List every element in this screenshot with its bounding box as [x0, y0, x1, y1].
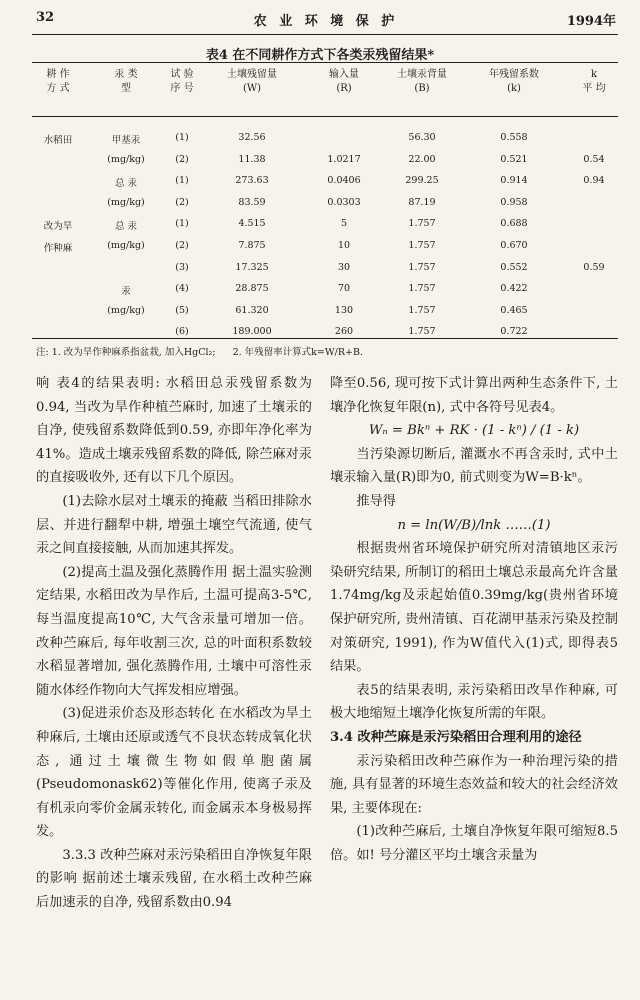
table-cell-no: (1)	[175, 218, 189, 230]
table-cell-mode: 作种麻	[43, 243, 73, 254]
table-cell-b: 22.00	[408, 153, 436, 165]
table-cell-b: 1.757	[408, 304, 436, 316]
col-head-line: 方 式	[46, 83, 70, 94]
paragraph: 当汚染源切断后, 灌溉水不再含汞时, 式中土壤汞输入量(R)即为0, 前式则变为W=B·kⁿ。	[330, 446, 618, 486]
table-cell-r: 1.0217	[327, 153, 361, 165]
table-cell-w: 4.515	[238, 218, 266, 230]
table-col-head	[582, 68, 605, 96]
paragraph: (3)促进汞价态及形态转化 在水稻改为旱土种麻后, 土壤由还原或透气不良状态转成氧化状态, 通过土壤微生物如假单胞菌属(Pseudomonask62)等催化作用, 使离子汞及有机汞向零价金属汞转化, 而金属汞本身极易挥发。	[36, 706, 312, 840]
table-col-head	[329, 68, 359, 96]
table-cell-k: 0.558	[500, 132, 528, 143]
table-cell-b: 1.757	[408, 240, 436, 251]
col-head-line: (W)	[242, 83, 262, 94]
table-bottom-rule	[32, 338, 618, 339]
table-cell-avg: 0.54	[583, 153, 605, 165]
table-cell-b: 299.25	[405, 175, 439, 187]
table-cell-r: 70	[337, 283, 351, 295]
table-cell-k: 0.465	[500, 304, 528, 316]
table-col-head	[46, 68, 69, 96]
table-cell-r: 130	[334, 304, 354, 316]
col-head-line: 输入量	[329, 69, 359, 80]
table-cell-no: (1)	[175, 175, 189, 187]
col-head-line: 土壤残留量	[227, 69, 277, 80]
table-cell-type: (mg/kg)	[107, 196, 145, 208]
table-cell-no: (1)	[175, 132, 189, 143]
left-text-column	[36, 372, 312, 915]
table-cell-type: (mg/kg)	[107, 153, 145, 165]
table-cell-type: 汞	[121, 286, 131, 298]
paragraph: (1)去除水层对土壤汞的掩蔽 当稻田排除水层、并进行翻犁中耕, 增强土壤空气流通, 使气汞之间直接接触, 从而加速其挥发。	[36, 493, 312, 557]
table-cell-w: 11.38	[238, 153, 266, 165]
table-cell-k: 0.521	[500, 153, 528, 165]
table-cell-w: 83.59	[238, 196, 266, 208]
table-col-head	[170, 68, 193, 96]
table-cell-b: 1.757	[408, 261, 436, 273]
table-cell-r: 0.0406	[327, 175, 361, 187]
table-cell-no: (2)	[175, 240, 189, 251]
paragraph: 汞污染稻田改种苎麻作为一种治理污染的措施, 具有显著的环境生态效益和较大的社会经济效果, 主要体现在:	[330, 753, 618, 816]
table-cell-k: 0.688	[500, 218, 528, 230]
table-cell-no: (6)	[175, 326, 189, 338]
paragraph: 降至0.56, 现可按下式计算出两种生态条件下, 土壤净化恢复年限(n), 式中各符号见表4。	[330, 376, 618, 415]
table-cell-k: 0.422	[500, 283, 528, 295]
col-head-line: 汞 类	[114, 69, 138, 80]
table-cell-no: (5)	[175, 304, 189, 316]
table-notes	[36, 344, 377, 358]
table-cell-w: 17.325	[235, 261, 269, 273]
table-cell-type: (mg/kg)	[107, 240, 145, 251]
table-head-rule	[32, 116, 618, 117]
journal-name: 农 业 环 境 保 护	[253, 14, 399, 29]
col-head-line: 耕 作	[46, 69, 70, 80]
table-cell-type: 甲基汞	[111, 135, 141, 146]
table-cell-r: 260	[334, 326, 354, 338]
running-header	[36, 8, 616, 32]
col-head-line: 试 验	[170, 69, 194, 80]
col-head-line: 年残留系数	[489, 69, 539, 80]
table-cell-k: 0.552	[500, 261, 528, 273]
section-heading: 3.4 改种苎麻是汞污染稻田合理利用的途径	[330, 729, 582, 745]
table-cell-r: 0.0303	[327, 196, 361, 208]
table-cell-r: 30	[337, 261, 351, 273]
table-cell-no: (2)	[175, 196, 189, 208]
paragraph: 响 表4的结果表明: 水稻田总汞残留系数为0.94, 当改为旱作种植苎麻时, 加速了土壤汞的自净, 使残留系数降低到0.59, 亦即年净化率为41%。造成土壤汞残留系数的降低, 除苎麻对汞的直接吸收外, 还有以下几个原因。	[36, 376, 312, 486]
table-cell-k: 0.958	[500, 196, 528, 208]
table-cell-w: 189.000	[232, 326, 272, 338]
table-cell-r: 5	[340, 218, 348, 230]
table-cell-mode: 改为旱	[43, 221, 73, 233]
table-cell-k: 0.914	[500, 175, 528, 187]
paragraph: 3.3.3 改种苎麻对汞污染稻田自净恢复年限的影响 据前述土壤汞残留, 在水稻土改种苎麻后加速汞的自净, 残留系数由0.94	[36, 847, 312, 911]
equation: n = ln(W/B)/lnk ……(1)	[397, 517, 551, 533]
table-cell-w: 273.63	[235, 175, 269, 187]
table-cell-b: 1.757	[408, 326, 436, 338]
col-head-line: (R)	[336, 83, 352, 94]
header-rule	[32, 34, 618, 35]
paragraph: (2)提高土温及强化蒸腾作用 据土温实验测定结果, 水稻田改为旱作后, 土温可提高3-5℃, 每当温度提高10℃, 大气含汞量可增加一倍。改种苎麻后, 每年收割三次, 总的叶面积系数较水稻显著增加, 强化蒸腾作用, 土壤中可溶性汞随水体经作物向大气挥发相应增强。	[36, 564, 312, 698]
page-number: 32	[36, 10, 55, 25]
table-cell-b: 1.757	[408, 283, 436, 295]
table-cell-r: 10	[337, 240, 351, 251]
table-col-head	[114, 68, 137, 96]
table-cell-w: 61.320	[235, 304, 269, 316]
paragraph: 根据贵州省环境保护研究所对清镇地区汞污染研究结果, 所制订的稻田土壤总汞最高允许含量1.74mg/kg及汞起始值0.39mg/kg(贵州省环境保护研究所, 贵州清镇、百花湖甲基汞污染及控制对策研究, 1991), 作为W值代入(1)式, 即得表5结果。	[330, 541, 618, 675]
table-cell-avg: 0.94	[583, 175, 605, 187]
table-col-head	[489, 68, 539, 96]
equation: Wₙ = Bkⁿ + RK · (1 - kⁿ) / (1 - k)	[368, 423, 580, 439]
col-head-line: 土壤汞背量	[397, 69, 447, 80]
col-head-line: (k)	[507, 83, 521, 94]
table-caption: 表4 在不同耕作方式下各类汞残留结果*	[205, 48, 435, 63]
paragraph: 表5的结果表明, 汞污染稻田改旱作种麻, 可极大地缩短土壤净化恢复所需的年限。	[330, 682, 618, 722]
right-text-column	[330, 372, 618, 867]
table-cell-no: (2)	[175, 153, 189, 165]
table-note-1: 注: 1. 改为旱作种麻系指盆栽, 加入HgCl₂;	[36, 347, 216, 358]
paragraph: (1)改种苎麻后, 土壤自净恢复年限可缩短8.5倍。如! 号分灌区平均土壤含汞量为	[330, 824, 618, 863]
table-col-head	[227, 68, 277, 96]
table-cell-w: 7.875	[238, 240, 266, 251]
table-cell-no: (4)	[175, 283, 189, 295]
table-top-rule	[32, 62, 618, 63]
table-cell-b: 56.30	[408, 132, 436, 143]
paragraph: 推导得	[356, 493, 396, 509]
table-cell-b: 87.19	[408, 196, 436, 208]
table-cell-no: (3)	[175, 261, 189, 273]
table-cell-w: 28.875	[235, 283, 269, 295]
table-cell-b: 1.757	[408, 218, 436, 230]
table-note-2: 2. 年残留率计算式k=W/R+B.	[232, 347, 363, 358]
table-cell-k: 0.670	[500, 240, 528, 251]
col-head-line: 型	[121, 83, 131, 94]
table-cell-type: 总 汞	[114, 178, 138, 190]
issue-year: 1994年	[566, 14, 616, 29]
table-col-head	[397, 68, 447, 96]
col-head-line: 平 均	[582, 83, 606, 94]
table-cell-mode: 水稻田	[43, 135, 73, 146]
table-cell-w: 32.56	[238, 132, 266, 143]
col-head-line: k	[590, 69, 598, 80]
col-head-line: (B)	[414, 83, 430, 94]
table-cell-type: (mg/kg)	[107, 304, 145, 316]
table-cell-k: 0.722	[500, 326, 528, 338]
table-cell-type: 总 汞	[114, 221, 138, 233]
table-cell-avg: 0.59	[583, 261, 605, 273]
col-head-line: 序 号	[170, 83, 194, 94]
